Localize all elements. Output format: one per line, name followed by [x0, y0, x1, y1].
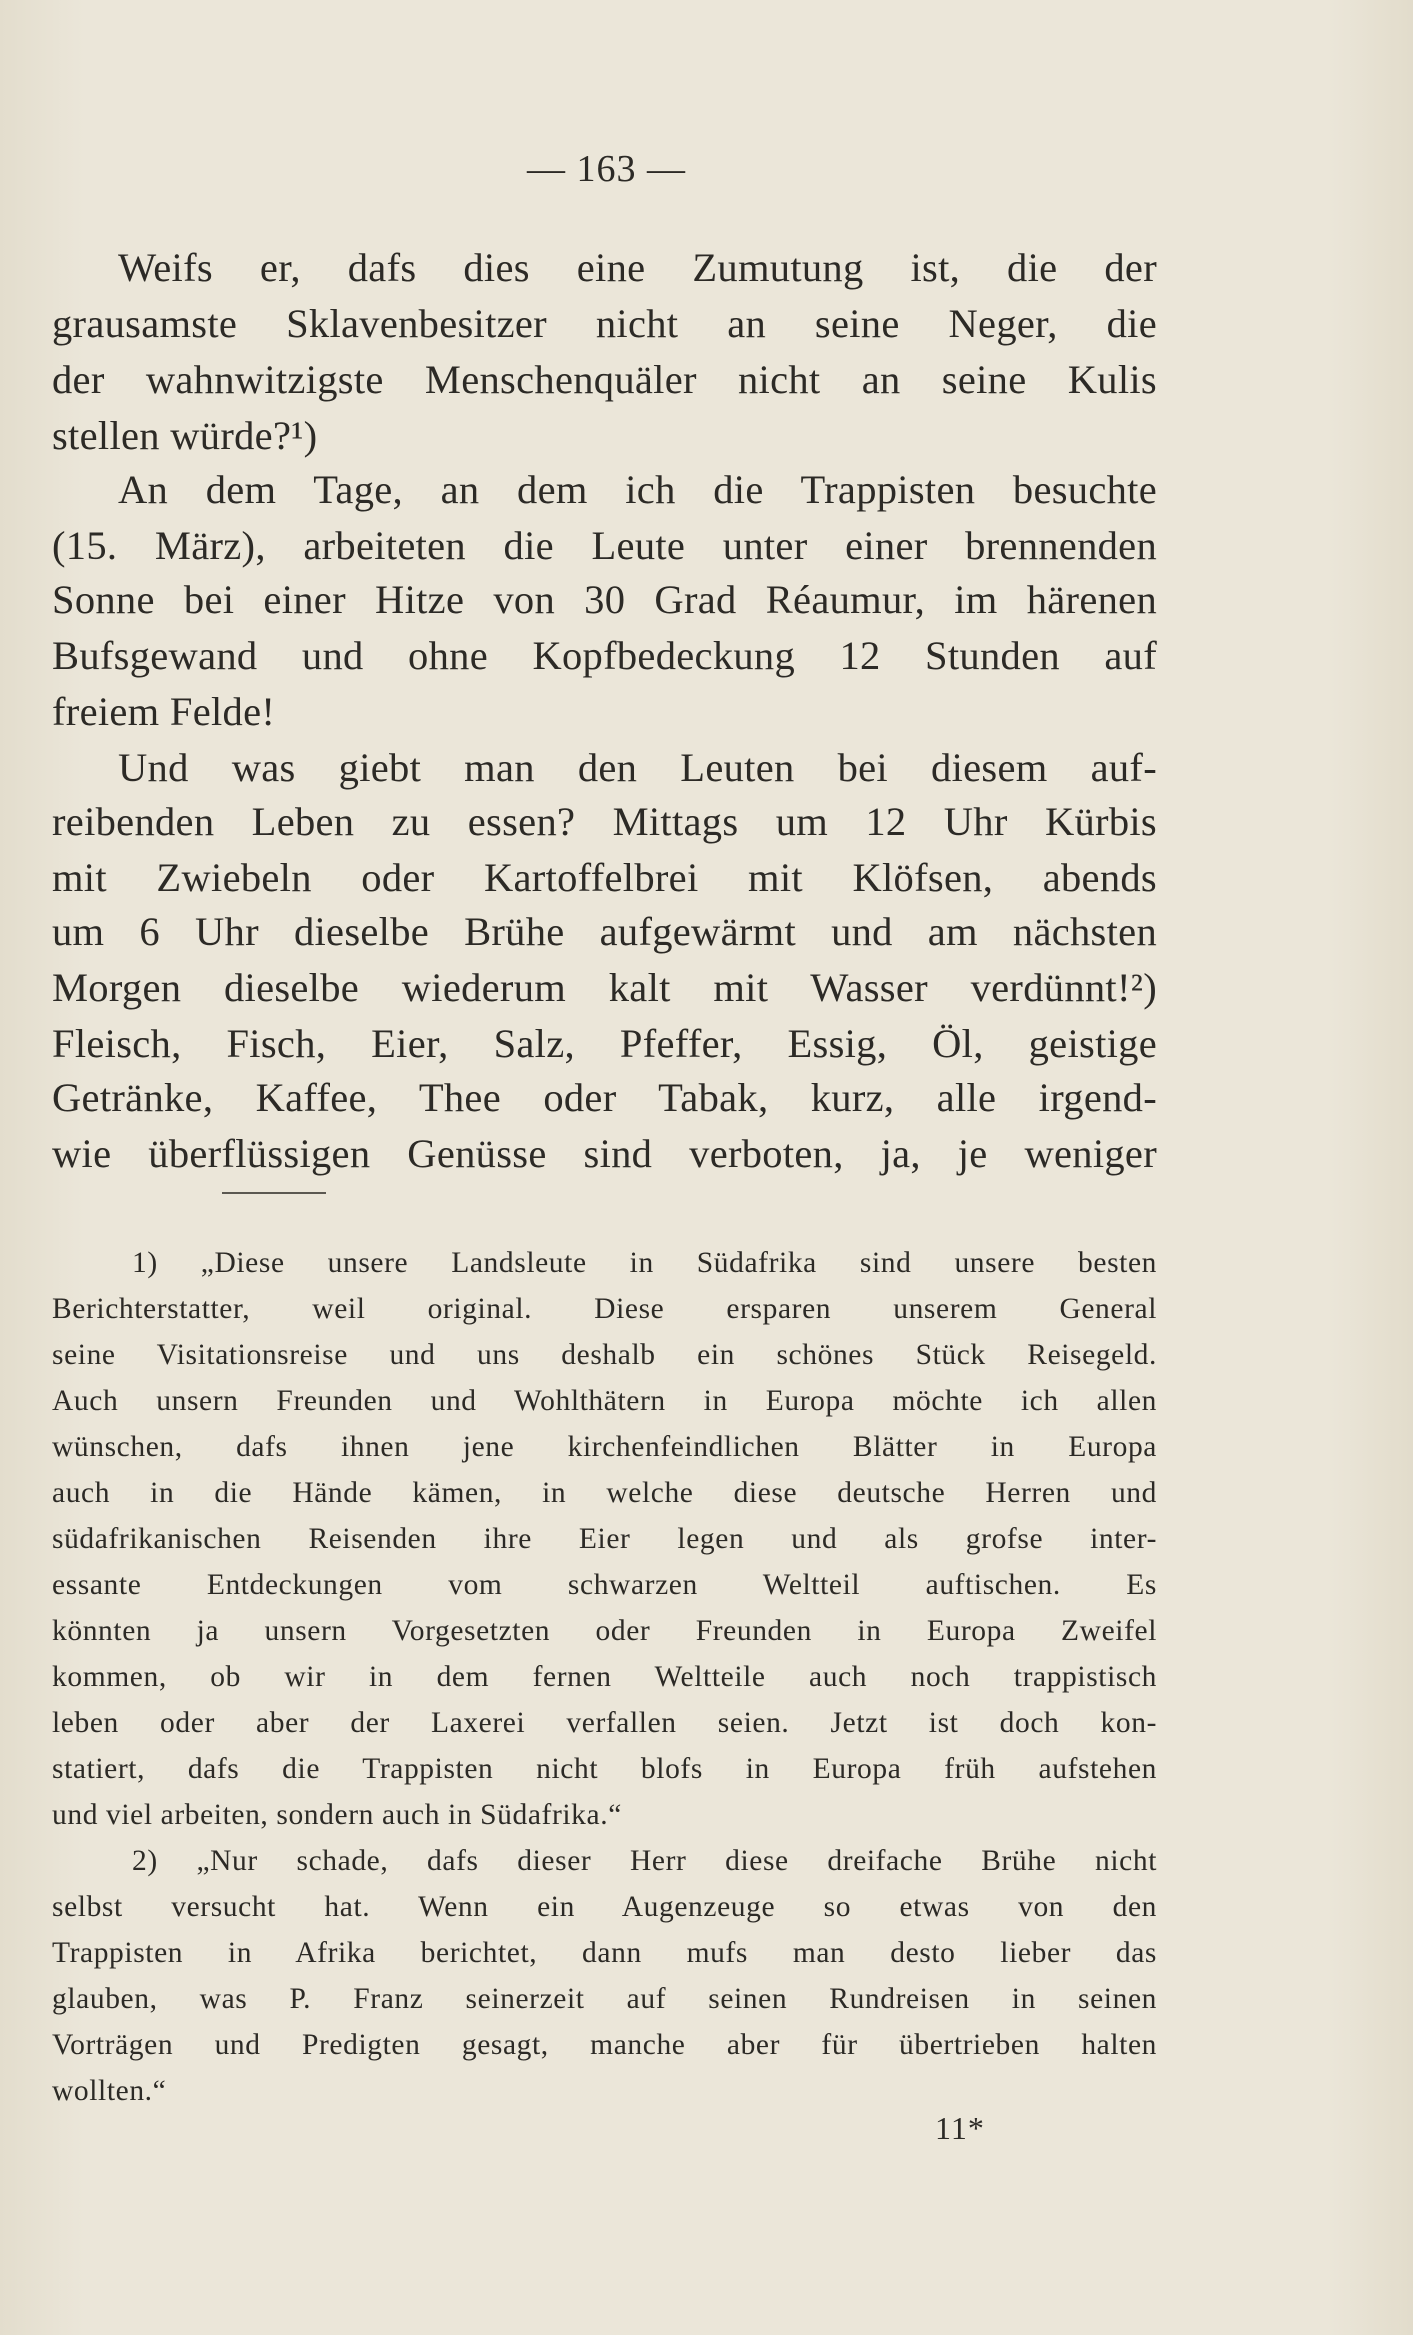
body-line: Getränke, Kaffee, Thee oder Tabak, kurz, alle irgend-: [52, 1075, 1157, 1120]
footnote-line: auch in die Hände kämen, in welche diese deutsche Herren und: [52, 1477, 1157, 1509]
footnote-line: kommen, ob wir in dem fernen Weltteile auch noch trappistisch: [52, 1661, 1157, 1693]
footnote-line: wünschen, dafs ihnen jene kirchenfeindlichen Blätter in Europa: [52, 1431, 1157, 1463]
footnote-line: 1) „Diese unsere Landsleute in Südafrika sind unsere besten: [132, 1247, 1157, 1279]
footnote-line: essante Entdeckungen vom schwarzen Weltteil auftischen. Es: [52, 1569, 1157, 1601]
body-line: mit Zwiebeln oder Kartoffelbrei mit Klöfsen, abends: [52, 855, 1157, 900]
footnote-line: wollten.“: [52, 2075, 167, 2107]
footnote-line: Berichterstatter, weil original. Diese ersparen unserem General: [52, 1293, 1157, 1325]
body-line: der wahnwitzigste Menschenquäler nicht an seine Kulis: [52, 357, 1157, 402]
body-line: stellen würde?¹): [52, 413, 318, 458]
footnote-line: glauben, was P. Franz seinerzeit auf seinen Rundreisen in seinen: [52, 1983, 1157, 2015]
body-line: wie überflüssigen Genüsse sind verboten, ja, je weniger: [52, 1131, 1157, 1176]
footnote-line: südafrikanischen Reisenden ihre Eier legen und als grofse inter-: [52, 1523, 1157, 1555]
body-line: Weifs er, dafs dies eine Zumutung ist, die der: [118, 245, 1157, 290]
footnote-line: 2) „Nur schade, dafs dieser Herr diese dreifache Brühe nicht: [132, 1845, 1157, 1877]
footnote-line: könnten ja unsern Vorgesetzten oder Freunden in Europa Zweifel: [52, 1615, 1157, 1647]
footnote-line: Vorträgen und Predigten gesagt, manche aber für übertrieben halten: [52, 2029, 1157, 2061]
footnote-divider: [222, 1192, 326, 1194]
footnote-line: leben oder aber der Laxerei verfallen seien. Jetzt ist doch kon-: [52, 1707, 1157, 1739]
body-line: Bufsgewand und ohne Kopfbedeckung 12 Stunden auf: [52, 633, 1157, 678]
footnote-line: und viel arbeiten, sondern auch in Südafrika.“: [52, 1799, 622, 1831]
footnote-line: Auch unsern Freunden und Wohlthätern in Europa möchte ich allen: [52, 1385, 1157, 1417]
body-line: reibenden Leben zu essen? Mittags um 12 Uhr Kürbis: [52, 799, 1157, 844]
body-line: Und was giebt man den Leuten bei diesem auf-: [118, 745, 1157, 790]
body-line: Sonne bei einer Hitze von 30 Grad Réaumur, im härenen: [52, 577, 1157, 622]
footnote-line: Trappisten in Afrika berichtet, dann mufs man desto lieber das: [52, 1937, 1157, 1969]
signature-mark: 11*: [935, 2110, 985, 2146]
body-line: An dem Tage, an dem ich die Trappisten besuchte: [118, 467, 1157, 512]
body-line: freiem Felde!: [52, 689, 276, 734]
footnote-line: selbst versucht hat. Wenn ein Augenzeuge so etwas von den: [52, 1891, 1157, 1923]
body-line: Fleisch, Fisch, Eier, Salz, Pfeffer, Essig, Öl, geistige: [52, 1021, 1157, 1066]
body-line: um 6 Uhr dieselbe Brühe aufgewärmt und am nächsten: [52, 909, 1157, 954]
body-line: grausamste Sklavenbesitzer nicht an seine Neger, die: [52, 301, 1157, 346]
page-number: — 163 —: [527, 148, 686, 190]
footnote-line: seine Visitationsreise und uns deshalb ein schönes Stück Reisegeld.: [52, 1339, 1157, 1371]
body-line: (15. März), arbeiteten die Leute unter einer brennenden: [52, 523, 1157, 568]
footnote-line: statiert, dafs die Trappisten nicht blofs in Europa früh aufstehen: [52, 1753, 1157, 1785]
body-line: Morgen dieselbe wiederum kalt mit Wasser verdünnt!²): [52, 965, 1157, 1010]
